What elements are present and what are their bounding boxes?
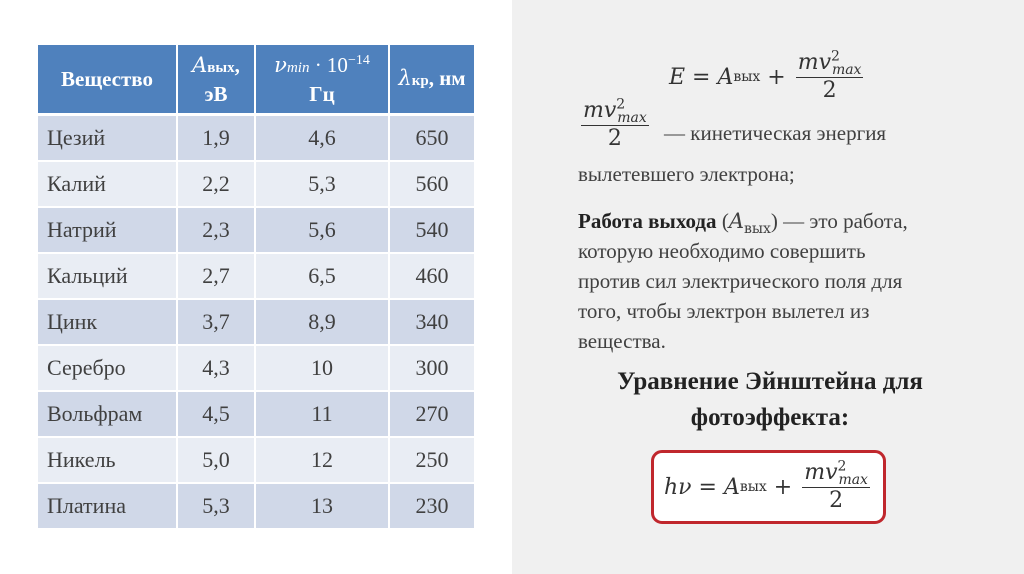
einstein-formula-denominator: 2 (829, 488, 844, 513)
einstein-heading-line2: фотоэффекта: (690, 404, 850, 431)
energy-formula-a: A (717, 64, 734, 90)
cell-wavelength: 270 (389, 391, 474, 437)
einstein-formula-numerator (802, 460, 870, 488)
table-row (38, 345, 474, 391)
header-wave-unit: , нм (428, 65, 466, 90)
einstein-formula-lhs: hν (664, 474, 692, 500)
energy-formula-sup: 2 (831, 48, 840, 65)
kinetic-text-line1: — кинетическая энергия (664, 121, 887, 145)
header-frequency (255, 45, 389, 115)
energy-formula-denominator: 2 (822, 78, 837, 103)
cell-frequency: 6,5 (255, 253, 389, 299)
einstein-formula-sub: max (838, 472, 868, 489)
einstein-formula-fraction (802, 460, 870, 514)
energy-formula-plus: + (760, 64, 793, 90)
table-row (38, 299, 474, 345)
cell-wavelength: 250 (389, 437, 474, 483)
einstein-heading (560, 364, 980, 436)
header-substance (38, 45, 177, 115)
cell-substance: Серебро (38, 345, 177, 391)
cell-frequency: 13 (255, 483, 389, 529)
table-row (38, 207, 474, 253)
cell-substance: Платина (38, 483, 177, 529)
kinetic-sup: 2 (616, 96, 626, 113)
einstein-formula-plus: + (766, 474, 800, 500)
kinetic-sub: max (617, 110, 647, 127)
work-def-term: Работа выхода (578, 209, 717, 233)
kinetic-text-line2: вылетевшего электрона; (578, 162, 795, 186)
cell-substance: Вольфрам (38, 391, 177, 437)
header-freq-symbol: ν (274, 52, 287, 77)
einstein-formula-box: hν = A вых + $\frac{mv^2_{max}}{2}$ (651, 450, 886, 524)
header-freq-unit: Гц (309, 81, 335, 106)
work-def-line2: которую необходимо совершить (578, 239, 866, 263)
energy-formula-mv: mv (797, 50, 832, 75)
kinetic-mv: mv (583, 98, 617, 123)
cell-work: 3,7 (177, 299, 255, 345)
cell-wavelength: 540 (389, 207, 474, 253)
cell-work: 4,3 (177, 345, 255, 391)
cell-substance: Натрий (38, 207, 177, 253)
cell-frequency: 12 (255, 437, 389, 483)
work-def-line4: того, чтобы электрон вылетел из (578, 299, 870, 323)
einstein-heading-line1: Уравнение Эйнштейна для (617, 368, 923, 395)
cell-work: 1,9 (177, 115, 255, 162)
table-row (38, 115, 474, 162)
header-work-function (177, 45, 255, 115)
work-def-a-sub: вых (743, 221, 771, 238)
cell-frequency: 5,6 (255, 207, 389, 253)
einstein-formula-a: A (723, 474, 740, 500)
energy-formula-sub: max (831, 62, 862, 79)
table-row (38, 483, 474, 529)
work-def-line3: против сил электрического поля для (578, 269, 903, 293)
table-row (38, 437, 474, 483)
einstein-formula-sup: 2 (837, 458, 847, 475)
energy-formula-lhs: E (669, 64, 686, 90)
kinetic-numerator (581, 98, 649, 126)
cell-work: 5,3 (177, 483, 255, 529)
energy-formula: E = A вых + $\frac{mv^2_{max}}{2}$ (669, 48, 862, 103)
work-def-line1-rest: — это работа, (777, 209, 908, 233)
cell-substance: Калий (38, 161, 177, 207)
work-def-line5: вещества. (578, 329, 666, 353)
table-header-row (38, 45, 474, 115)
cell-frequency: 11 (255, 391, 389, 437)
header-freq-sub: min (286, 59, 310, 76)
header-wave-symbol: λ (398, 65, 412, 90)
header-freq-mult: · 10 (309, 52, 348, 77)
cell-frequency: 4,6 (255, 115, 389, 162)
cell-wavelength: 300 (389, 345, 474, 391)
work-def-a: A (728, 209, 744, 233)
header-work-symbol: A (192, 52, 208, 77)
header-wavelength (389, 45, 474, 115)
cell-wavelength: 650 (389, 115, 474, 162)
kinetic-denominator: 2 (607, 126, 622, 151)
table-row (38, 253, 474, 299)
header-wave-sub: кр (411, 72, 429, 89)
energy-formula-numerator (796, 50, 864, 78)
work-def-line1 (578, 206, 908, 236)
work-function-definition (578, 206, 908, 356)
cell-substance: Цезий (38, 115, 177, 162)
header-work-unit: , эВ (204, 52, 240, 106)
header-substance-label: Вещество (61, 67, 153, 91)
table-row (38, 161, 474, 207)
cell-frequency: 8,9 (255, 299, 389, 345)
cell-wavelength: 340 (389, 299, 474, 345)
cell-work: 2,2 (177, 161, 255, 207)
energy-formula-fraction (796, 50, 864, 104)
header-freq-exp: −14 (347, 52, 370, 68)
cell-substance: Цинк (38, 299, 177, 345)
work-def-paren-close: ) (770, 209, 778, 233)
cell-work: 5,0 (177, 437, 255, 483)
cell-substance: Никель (38, 437, 177, 483)
work-function-table (38, 45, 474, 530)
cell-wavelength: 460 (389, 253, 474, 299)
energy-formula-eq: = (685, 64, 718, 90)
header-work-sub: вых (207, 59, 235, 76)
einstein-formula-eq: = (691, 474, 724, 500)
cell-work: 2,7 (177, 253, 255, 299)
cell-frequency: 5,3 (255, 161, 389, 207)
cell-wavelength: 560 (389, 161, 474, 207)
cell-work: 4,5 (177, 391, 255, 437)
einstein-formula-mv: mv (804, 460, 838, 485)
cell-substance: Кальций (38, 253, 177, 299)
cell-frequency: 10 (255, 345, 389, 391)
table-row (38, 391, 474, 437)
cell-work: 2,3 (177, 207, 255, 253)
work-def-paren-open: ( (716, 209, 729, 233)
cell-wavelength: 230 (389, 483, 474, 529)
kinetic-fraction (581, 98, 649, 152)
